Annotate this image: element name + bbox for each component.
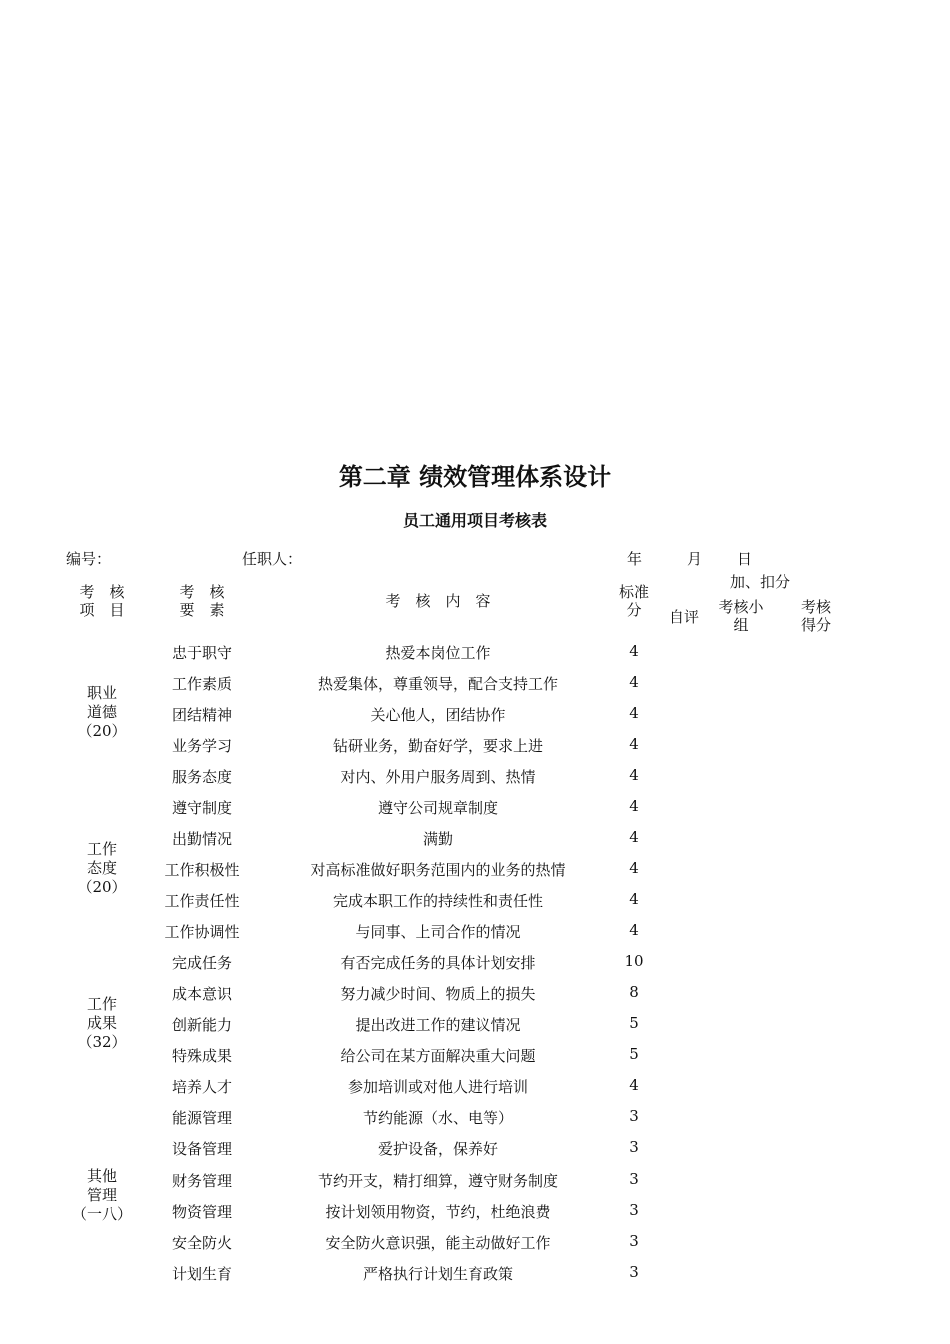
header-standard-line2: 分 xyxy=(626,601,642,619)
category-line: 其他 xyxy=(86,1167,117,1185)
row-content: 完成本职工作的持续性和责任性 xyxy=(332,892,543,910)
category-line: （32） xyxy=(77,1033,127,1051)
row-score: 3 xyxy=(629,1232,639,1250)
header-group-line2: 组 xyxy=(733,616,749,634)
row-element: 成本意识 xyxy=(171,985,232,1003)
holder-label: 任职人： xyxy=(242,550,303,568)
row-content: 节约能源（水、电等） xyxy=(362,1109,513,1127)
month-label: 月 xyxy=(687,550,703,568)
row-element: 出勤情况 xyxy=(171,830,232,848)
row-content: 对高标准做好职务范围内的业务的热情 xyxy=(310,861,566,879)
category-line: 态度 xyxy=(86,859,117,877)
row-element: 安全防火 xyxy=(171,1234,232,1252)
category-line: （20） xyxy=(77,878,127,896)
row-element: 业务学习 xyxy=(171,737,232,755)
row-content: 严格执行计划生育政策 xyxy=(362,1265,513,1283)
row-content: 满勤 xyxy=(422,830,453,848)
row-element: 工作积极性 xyxy=(164,861,240,879)
row-element: 完成任务 xyxy=(171,954,232,972)
row-element: 特殊成果 xyxy=(171,1047,232,1065)
row-content: 安全防火意识强，能主动做好工作 xyxy=(325,1234,551,1252)
category-work-results xyxy=(62,995,142,1052)
header-group xyxy=(708,598,774,634)
row-content: 与同事、上司合作的情况 xyxy=(355,923,521,941)
category-line: 管理 xyxy=(86,1186,117,1204)
header-standard-line1: 标准 xyxy=(618,583,649,601)
row-element: 培养人才 xyxy=(171,1078,232,1096)
row-score: 4 xyxy=(629,642,639,660)
year-label: 年 xyxy=(627,550,643,568)
header-score-line2: 得分 xyxy=(800,616,831,634)
number-label: 编号： xyxy=(66,550,112,568)
row-content: 钻研业务，勤奋好学，要求上进 xyxy=(332,737,543,755)
row-element: 物资管理 xyxy=(171,1203,232,1221)
row-element: 工作素质 xyxy=(171,675,232,693)
row-element: 计划生育 xyxy=(171,1265,232,1283)
row-content: 热爱集体，尊重领导，配合支持工作 xyxy=(317,675,558,693)
category-line: （20） xyxy=(77,722,127,740)
row-element: 工作协调性 xyxy=(164,923,240,941)
row-score: 4 xyxy=(629,828,639,846)
row-score: 5 xyxy=(629,1014,639,1032)
row-content: 热爱本岗位工作 xyxy=(385,644,491,662)
row-score: 3 xyxy=(629,1107,639,1125)
row-score: 5 xyxy=(629,1045,639,1063)
header-score-line1: 考核 xyxy=(800,598,831,616)
row-content: 努力减少时间、物质上的损失 xyxy=(340,985,536,1003)
row-content: 爱护设备，保养好 xyxy=(377,1140,498,1158)
table-title: 员工通用项目考核表 xyxy=(402,511,547,530)
row-score: 4 xyxy=(629,766,639,784)
row-score: 4 xyxy=(629,890,639,908)
header-element-line2: 要 素 xyxy=(179,601,225,619)
row-element: 服务态度 xyxy=(171,768,232,786)
row-content: 遵守公司规章制度 xyxy=(377,799,498,817)
row-score: 3 xyxy=(629,1263,639,1281)
header-content: 考 核 内 容 xyxy=(385,592,491,610)
row-score: 3 xyxy=(629,1138,639,1156)
header-item-line1: 考 核 xyxy=(79,583,125,601)
row-element: 创新能力 xyxy=(171,1016,232,1034)
category-line: （一八） xyxy=(71,1205,132,1223)
row-score: 8 xyxy=(629,983,639,1001)
header-adjust: 加、扣分 xyxy=(729,573,790,591)
row-content: 关心他人，团结协作 xyxy=(370,706,506,724)
header-item-line2: 项 目 xyxy=(79,601,125,619)
category-line: 职业 xyxy=(86,684,117,702)
category-professional-ethics xyxy=(62,684,142,741)
row-score: 3 xyxy=(629,1201,639,1219)
row-content: 按计划领用物资，节约，杜绝浪费 xyxy=(325,1203,551,1221)
row-element: 忠于职守 xyxy=(171,644,232,662)
header-standard xyxy=(610,583,658,619)
category-line: 工作 xyxy=(86,840,117,858)
row-score: 4 xyxy=(629,735,639,753)
row-content: 提出改进工作的建议情况 xyxy=(355,1016,521,1034)
row-score: 4 xyxy=(629,921,639,939)
header-element-line1: 考 核 xyxy=(179,583,225,601)
chapter-title: 第二章 绩效管理体系设计 xyxy=(338,462,612,491)
row-content: 给公司在某方面解决重大问题 xyxy=(340,1047,536,1065)
row-score: 4 xyxy=(629,1076,639,1094)
row-element: 设备管理 xyxy=(171,1140,232,1158)
row-content: 节约开支，精打细算，遵守财务制度 xyxy=(317,1172,558,1190)
row-content: 对内、外用户服务周到、热情 xyxy=(340,768,536,786)
row-score: 10 xyxy=(624,952,644,970)
category-work-attitude xyxy=(62,840,142,897)
header-self: 自评 xyxy=(668,608,699,626)
header-group-line1: 考核小 xyxy=(718,598,764,616)
header-element xyxy=(162,583,242,619)
row-element: 团结精神 xyxy=(171,706,232,724)
header-item xyxy=(62,583,142,619)
row-score: 4 xyxy=(629,859,639,877)
row-element: 工作责任性 xyxy=(164,892,240,910)
row-score: 4 xyxy=(629,797,639,815)
row-content: 参加培训或对他人进行培训 xyxy=(347,1078,528,1096)
category-line: 成果 xyxy=(86,1014,117,1032)
category-line: 工作 xyxy=(86,995,117,1013)
row-element: 能源管理 xyxy=(171,1109,232,1127)
day-label: 日 xyxy=(737,550,753,568)
row-content: 有否完成任务的具体计划安排 xyxy=(340,954,536,972)
category-other-management xyxy=(62,1167,142,1224)
row-score: 4 xyxy=(629,673,639,691)
row-score: 4 xyxy=(629,704,639,722)
row-element: 财务管理 xyxy=(171,1172,232,1190)
category-line: 道德 xyxy=(86,703,117,721)
row-element: 遵守制度 xyxy=(171,799,232,817)
header-score xyxy=(790,598,842,634)
row-score: 3 xyxy=(629,1170,639,1188)
